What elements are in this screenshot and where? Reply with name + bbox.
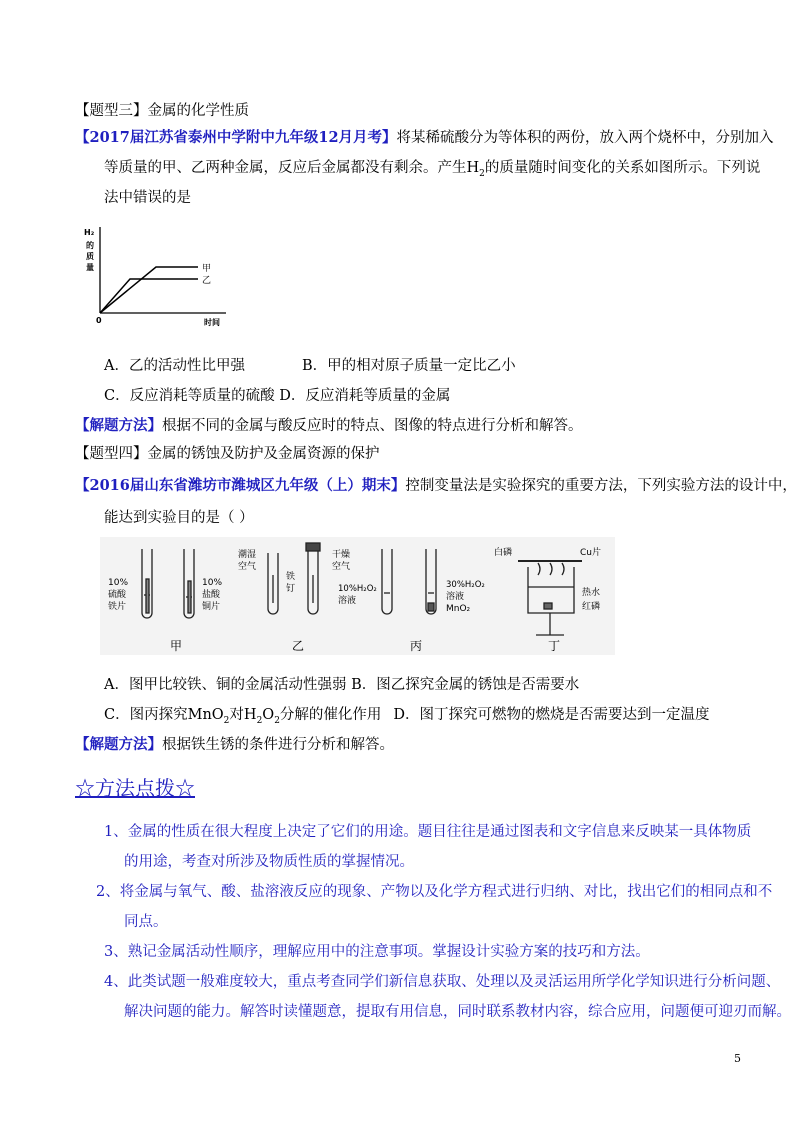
- type3-question-text2b: 的质量随时间变化的关系如图所示。下列说: [484, 160, 761, 176]
- type3-option-a: A．乙的活动性比甲强: [104, 358, 245, 374]
- type4-question-line2: 能达到实验目的是（ ）: [104, 510, 254, 526]
- type3-source: 【2017届江苏省泰州中学附中九年级12月月考】: [75, 129, 397, 146]
- svg-text:量: 量: [86, 263, 94, 272]
- bing-label-4: 溶液: [446, 592, 465, 602]
- jia-label-5: 盐酸: [202, 590, 221, 600]
- ding-label-2: Cu片: [580, 548, 601, 558]
- h2-mass-graph: [78, 215, 238, 330]
- type4-source: 【2016届山东省潍坊市潍城区九年级（上）期末】: [75, 477, 406, 494]
- type3-question-text2a: 等质量的甲、乙两种金属，反应后金属都没有剩余。产生H: [104, 160, 480, 176]
- experiment-figure: [100, 535, 620, 660]
- type4-question-line1: [75, 476, 797, 496]
- graph-line-yi: [100, 279, 198, 313]
- type3-question-text1: 将某稀硫酸分为等体积的两份，放入两个烧杯中，分别加入: [396, 130, 774, 146]
- jia-label-3: 铁片: [108, 602, 127, 612]
- tip-2-line1: 2、将金属与氧气、酸、盐溶液反应的现象、产物以及化学方程式进行归纳、对比，找出它们的相同点和不: [96, 884, 773, 900]
- page-number: 5: [734, 1052, 741, 1065]
- subscript: 2: [223, 715, 230, 726]
- tip-2-line2: 同点。: [124, 914, 168, 930]
- tip-3-line1: 3、熟记金属活动性顺序，理解应用中的注意事项。掌握设计实验方案的技巧和方法。: [104, 944, 650, 960]
- option-d: D．图丁探究可燃物的燃烧是否需要达到一定温度: [393, 707, 710, 723]
- caption-ding: 丁: [548, 639, 561, 653]
- type4-method-label: 【解题方法】: [75, 736, 162, 753]
- option-c-part4: 分解的催化作用: [279, 707, 382, 723]
- jia-label-2: 硫酸: [108, 590, 127, 600]
- type4-method: [75, 735, 394, 755]
- ding-label-1: 白磷: [494, 548, 513, 558]
- option-c-part3: O: [262, 707, 275, 723]
- type4-method-text: 根据铁生锈的条件进行分析和解答。: [162, 737, 394, 753]
- type3-question-line2: [104, 158, 760, 184]
- option-c-part1: C．图丙探究MnO: [104, 707, 224, 723]
- yi-label-2: 空气: [238, 562, 257, 572]
- bing-label-2: 溶液: [338, 596, 357, 606]
- bing-label-5: MnO₂: [446, 604, 471, 614]
- bing-label-3: 30%H₂O₂: [446, 580, 485, 590]
- subscript: 2: [256, 715, 263, 726]
- ding-label-4: 红磷: [582, 602, 601, 612]
- type3-option-b: B．甲的相对原子质量一定比乙小: [302, 358, 516, 374]
- graph-xlabel: 时间: [204, 318, 220, 327]
- type3-method: [75, 416, 583, 436]
- jia-label-6: 铜片: [202, 602, 221, 612]
- graph-ylabel: H₂: [84, 228, 95, 237]
- yi-label-3: 铁: [286, 572, 296, 582]
- type3-question-line3: 法中错误的是: [104, 190, 191, 206]
- tips-heading: ☆方法点拨☆: [75, 776, 195, 800]
- svg-text:质: 质: [86, 252, 94, 261]
- type4-option-cd: [104, 705, 710, 731]
- type4-option-ab: A．图甲比较铁、铜的金属活动性强弱 B．图乙探究金属的锈蚀是否需要水: [104, 677, 580, 693]
- type3-method-text: 根据不同的金属与酸反应时的特点、图像的特点进行分析和解答。: [162, 418, 583, 434]
- type3-method-label: 【解题方法】: [75, 417, 162, 434]
- jia-label-1: 10%: [108, 578, 129, 588]
- yi-label-6: 空气: [332, 562, 351, 572]
- yi-label-1: 潮湿: [238, 550, 257, 560]
- type3-question-line1: [75, 128, 774, 148]
- svg-text:的: 的: [86, 241, 94, 250]
- option-c-part2: 对H: [229, 707, 257, 723]
- bing-label-1: 10%H₂O₂: [338, 584, 377, 594]
- caption-jia: 甲: [170, 639, 183, 653]
- yi-label-5: 干燥: [332, 550, 351, 560]
- graph-series-jia: 甲: [202, 264, 212, 274]
- tip-4-line1: 4、此类试题一般难度较大，重点考查同学们新信息获取、处理以及灵活运用所学化学知识进行分析问题、: [104, 974, 781, 990]
- graph-series-yi: 乙: [202, 276, 212, 286]
- subscript: 2: [274, 715, 280, 726]
- ding-label-3: 热水: [582, 588, 601, 598]
- type3-label: 【题型三】金属的化学性质: [75, 103, 249, 119]
- tip-1-line2: 的用途，考查对所涉及物质性质的掌握情况。: [124, 854, 414, 870]
- tip-1-line1: 1、金属的性质在很大程度上决定了它们的用途。题目往往是通过图表和文字信息来反映某一具体物质: [104, 824, 752, 840]
- type4-question-text1: 控制变量法是实验探究的重要方法，下列实验方法的设计中，: [405, 478, 797, 494]
- tip-4-line2: 解决问题的能力。解答时读懂题意，提取有用信息，同时联系教材内容，综合应用，问题便可迎刃而解。: [124, 1004, 791, 1020]
- subscript: 2: [479, 168, 485, 179]
- yi-label-4: 钉: [286, 584, 296, 594]
- type4-label: 【题型四】金属的锈蚀及防护及金属资源的保护: [75, 446, 380, 462]
- type3-option-cd: C．反应消耗等质量的硫酸 D．反应消耗等质量的金属: [104, 388, 451, 404]
- caption-yi: 乙: [292, 639, 305, 653]
- graph-origin: 0: [96, 316, 102, 325]
- caption-bing: 丙: [410, 639, 423, 653]
- jia-label-4: 10%: [202, 578, 223, 588]
- figure-background: [100, 537, 615, 655]
- graph-line-jia: [100, 267, 198, 313]
